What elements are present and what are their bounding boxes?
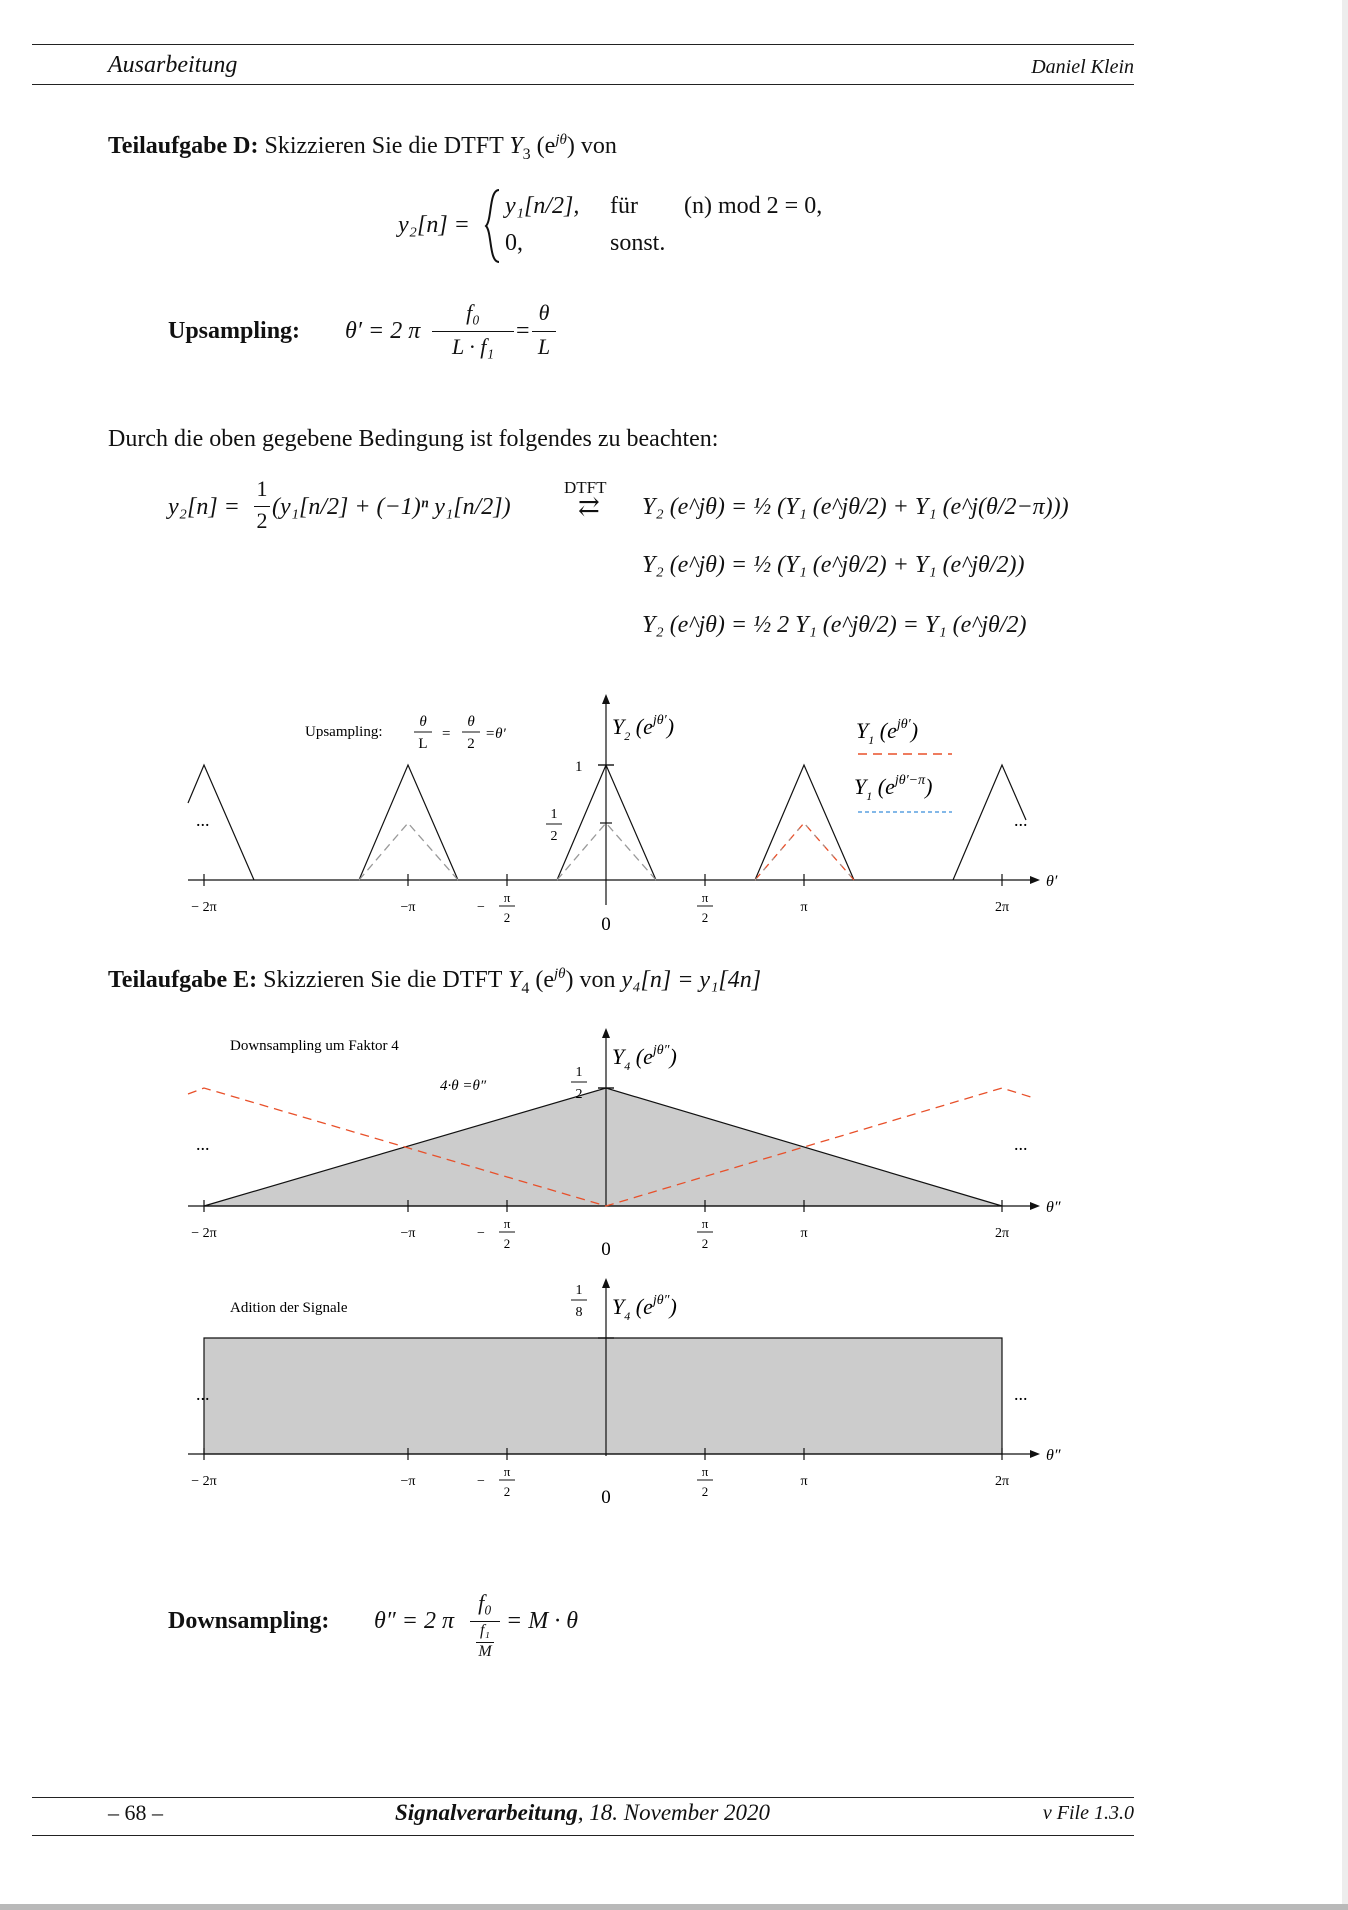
task-e-expr: y₄[n] = y₁[4n]: [621, 967, 762, 993]
plot-downsampling: [170, 1020, 1070, 1260]
plot-up-ytick-half-den: 2: [550, 829, 558, 844]
dtft-line-1: Y₂ (e^jθ) = ½ (Y₁ (e^jθ/2) + Y₁ (e^j(θ/2−π))): [642, 494, 1069, 520]
footer-page: – 68 –: [108, 1800, 163, 1825]
task-e-arg: (e: [535, 967, 554, 993]
downsampling-num: f₀: [478, 1590, 492, 1615]
case2-expr: 0,: [505, 230, 523, 256]
svg-text:2: 2: [503, 1236, 511, 1251]
svg-text:2: 2: [467, 736, 475, 752]
condition-text: Durch die oben gegebene Bedingung ist folgendes zu beachten:: [108, 426, 719, 452]
plot-up-dashed-pi-grey: [755, 823, 854, 880]
plot-up-triangle-minus-pi: [359, 765, 458, 880]
plot-up-caption-rhs: =θ′: [485, 726, 506, 742]
upsampling-lhs: θ′ = 2 π: [345, 318, 421, 344]
task-e-symbol: Y: [507, 967, 522, 993]
upsampling-den2: L: [537, 334, 551, 359]
upsampling-fracbar2: [532, 331, 556, 332]
upsampling-den: L · f₁: [451, 334, 495, 359]
svg-text:π: π: [503, 1216, 511, 1231]
plot-up-y-arrow: [602, 694, 610, 704]
downsampling-label: Downsampling:: [168, 1608, 330, 1634]
task-d-arg-sup: jθ: [555, 132, 567, 148]
case1-cond-word: für: [610, 193, 638, 219]
upsampling-label: Upsampling:: [168, 318, 301, 344]
plot-add-xtick-zero: 0: [601, 1487, 611, 1508]
upsampling-eq: =: [516, 318, 530, 344]
task-e-von: von: [579, 967, 616, 993]
plot-up-ytick-half-num: 1: [550, 807, 558, 822]
header-rule-bottom: [32, 84, 1134, 85]
plot-down-xtick-zero: 0: [601, 1239, 611, 1260]
header-rule-top: [32, 44, 1134, 45]
footer-title: [395, 1800, 770, 1826]
plot-up-xtick-mpi: −π: [400, 900, 416, 915]
downsampling-den-num: f₁: [479, 1622, 490, 1639]
case1-cond: (n) mod 2 = 0,: [684, 193, 823, 219]
plot-down-formula: 4·θ =θ″: [440, 1078, 487, 1094]
plot-up-x-label: θ′: [1046, 873, 1058, 890]
case2-cond: sonst.: [610, 230, 666, 256]
def-brace: [483, 188, 503, 264]
header-left: Ausarbeitung: [108, 52, 238, 78]
footer-date: , 18. November 2020: [577, 1800, 771, 1825]
plot-down-xtick-mpi: −π: [400, 1226, 416, 1241]
plot-add-dots-left: ...: [196, 1384, 210, 1404]
dtft-label: DTFT: [564, 478, 607, 497]
plot-down-ytick-num: 1: [575, 1065, 583, 1080]
plot-add-dots-right: ...: [1014, 1384, 1028, 1404]
footer-rule-bottom: [32, 1835, 1134, 1836]
plot-up-xtick-halfpi-den: 2: [701, 910, 709, 925]
plot-up-x-arrow: [1030, 876, 1040, 884]
plot-down-x-label: θ″: [1046, 1199, 1061, 1216]
task-d-symbol: Y: [509, 133, 523, 159]
dtft-line-3: Y₂ (e^jθ) = ½ 2 Y₁ (e^jθ/2) = Y₁ (e^jθ/2): [642, 612, 1027, 638]
task-e-label: Teilaufgabe E:: [108, 967, 258, 993]
case1-expr: y₁[n/2],: [505, 193, 580, 219]
page-edge: [1342, 0, 1348, 1910]
plot-down-xtick-2pi: 2π: [994, 1226, 1010, 1241]
task-e-text: Skizzieren Sie die DTFT: [263, 967, 502, 993]
task-e-arg-sup: jθ: [554, 966, 566, 982]
plot-add-xtick-mpi: −π: [400, 1474, 416, 1489]
plot-up-xtick-halfpi-num: π: [701, 890, 709, 905]
plot-up-xtick-mhalfpi-sign: −: [477, 900, 485, 915]
downsampling-den-den: M: [478, 1643, 492, 1660]
plot-add-ytick-num: 1: [575, 1283, 583, 1298]
svg-text:2: 2: [701, 1236, 709, 1251]
plot-up-legend-1: $Y_1$ $(e^{j\theta'})$: [856, 717, 919, 747]
plot-up-xtick-mhalfpi-num: π: [503, 890, 511, 905]
plot-down-dots-right: ...: [1014, 1134, 1028, 1154]
plot-up-xtick-pi: π: [800, 900, 808, 915]
window-bottom-bar: [0, 1904, 1348, 1910]
downsampling-lhs: θ″ = 2 π: [374, 1608, 455, 1634]
plot-down-ylabel: $Y_4$ $(e^{j\theta''})$: [612, 1043, 677, 1073]
plot-down-xtick-m2pi: − 2π: [191, 1226, 217, 1241]
task-e-arg-close: ): [565, 967, 574, 993]
task-d-arg-close: ): [566, 133, 575, 159]
svg-text:π: π: [701, 1464, 709, 1479]
plot-addition: [170, 1270, 1070, 1510]
plot-up-caption: Upsampling:: [305, 724, 383, 740]
def-lhs: y₂[n] =: [398, 212, 470, 238]
plot-up-dashed-minus-pi: [359, 823, 458, 880]
svg-text:−: −: [477, 1226, 485, 1241]
dtft-fracbar: [254, 506, 270, 507]
plot-add-rect: [204, 1338, 1002, 1454]
plot-add-ylabel: $Y_4$ $(e^{j\theta''})$: [612, 1293, 677, 1323]
svg-text:θ: θ: [467, 714, 475, 730]
plot-down-fill: [204, 1088, 1002, 1206]
task-d-von: von: [580, 133, 617, 159]
plot-add-caption: Adition der Signale: [230, 1300, 348, 1316]
task-d-label: Teilaufgabe D:: [108, 133, 259, 159]
svg-text:π: π: [503, 1464, 511, 1479]
dtft-frac-num: 1: [256, 476, 268, 501]
plot-add-xtick-m2pi: − 2π: [191, 1474, 217, 1489]
svg-text:L: L: [418, 736, 428, 752]
plot-down-dots-left: ...: [196, 1134, 210, 1154]
plot-up-xtick-m2pi: − 2π: [191, 900, 217, 915]
footer-course: Signalverarbeitung: [395, 1800, 578, 1825]
downsampling-rhs: = M · θ: [506, 1608, 578, 1634]
plot-up-xtick-mhalfpi-den: 2: [503, 910, 511, 925]
plot-add-xtick-2pi: 2π: [994, 1474, 1010, 1489]
plot-add-x-label: θ″: [1046, 1447, 1061, 1464]
task-d-arg: (e: [536, 133, 556, 159]
upsampling-fracbar: [432, 331, 514, 332]
svg-text:−: −: [477, 1474, 485, 1489]
plot-up-ylabel: $Y_2$ $(e^{j\theta'})$: [612, 713, 675, 743]
plot-up-xtick-2pi: 2π: [994, 900, 1010, 915]
task-d-text: Skizzieren Sie die DTFT: [264, 133, 504, 159]
upsampling-num: f₀: [466, 300, 480, 325]
plot-up-xtick-zero: 0: [601, 914, 611, 935]
dtft-line-2: Y₂ (e^jθ) = ½ (Y₁ (e^jθ/2) + Y₁ (e^jθ/2)): [642, 552, 1025, 578]
plot-add-ytick-den: 8: [575, 1305, 583, 1320]
svg-text:=: =: [442, 726, 451, 742]
dtft-frac-den: 2: [256, 508, 268, 533]
header-right: Daniel Klein: [1031, 56, 1134, 78]
svg-text:π: π: [701, 1216, 709, 1231]
dtft-arrow: ⇄: [578, 492, 600, 521]
svg-text:2: 2: [503, 1484, 511, 1499]
task-d-sub: 3: [522, 145, 531, 163]
plot-upsampling: [170, 690, 1070, 940]
plot-down-ytick-den: 2: [575, 1087, 583, 1102]
plot-down-caption: Downsampling um Faktor 4: [230, 1038, 399, 1054]
task-e-heading: [108, 966, 761, 998]
svg-text:2: 2: [701, 1484, 709, 1499]
upsampling-num2: θ: [538, 300, 550, 325]
footer-rule-top: [32, 1797, 1134, 1798]
plot-up-dashed-pi-red: [755, 823, 854, 880]
plot-up-legend-2: $Y_1$ $(e^{j\theta'-\pi})$: [854, 773, 933, 803]
plot-down-xtick-pi: π: [800, 1226, 808, 1241]
plot-up-dots-left: ...: [196, 810, 210, 830]
plot-up-triangle-pi: [755, 765, 854, 880]
dtft-lhs-rest: (y₁[n/2] + (−1)ⁿ y₁[n/2]): [272, 494, 511, 520]
svg-text:θ: θ: [419, 714, 427, 730]
task-e-sub: 4: [521, 979, 530, 997]
plot-up-dots-right: ...: [1014, 810, 1028, 830]
plot-up-ytick-1-label: 1: [575, 759, 583, 775]
footer-version: v File 1.3.0: [1042, 1802, 1134, 1824]
plot-add-xtick-pi: π: [800, 1474, 808, 1489]
dtft-lhs: y₂[n] =: [168, 494, 240, 520]
task-d-heading: [108, 132, 617, 164]
